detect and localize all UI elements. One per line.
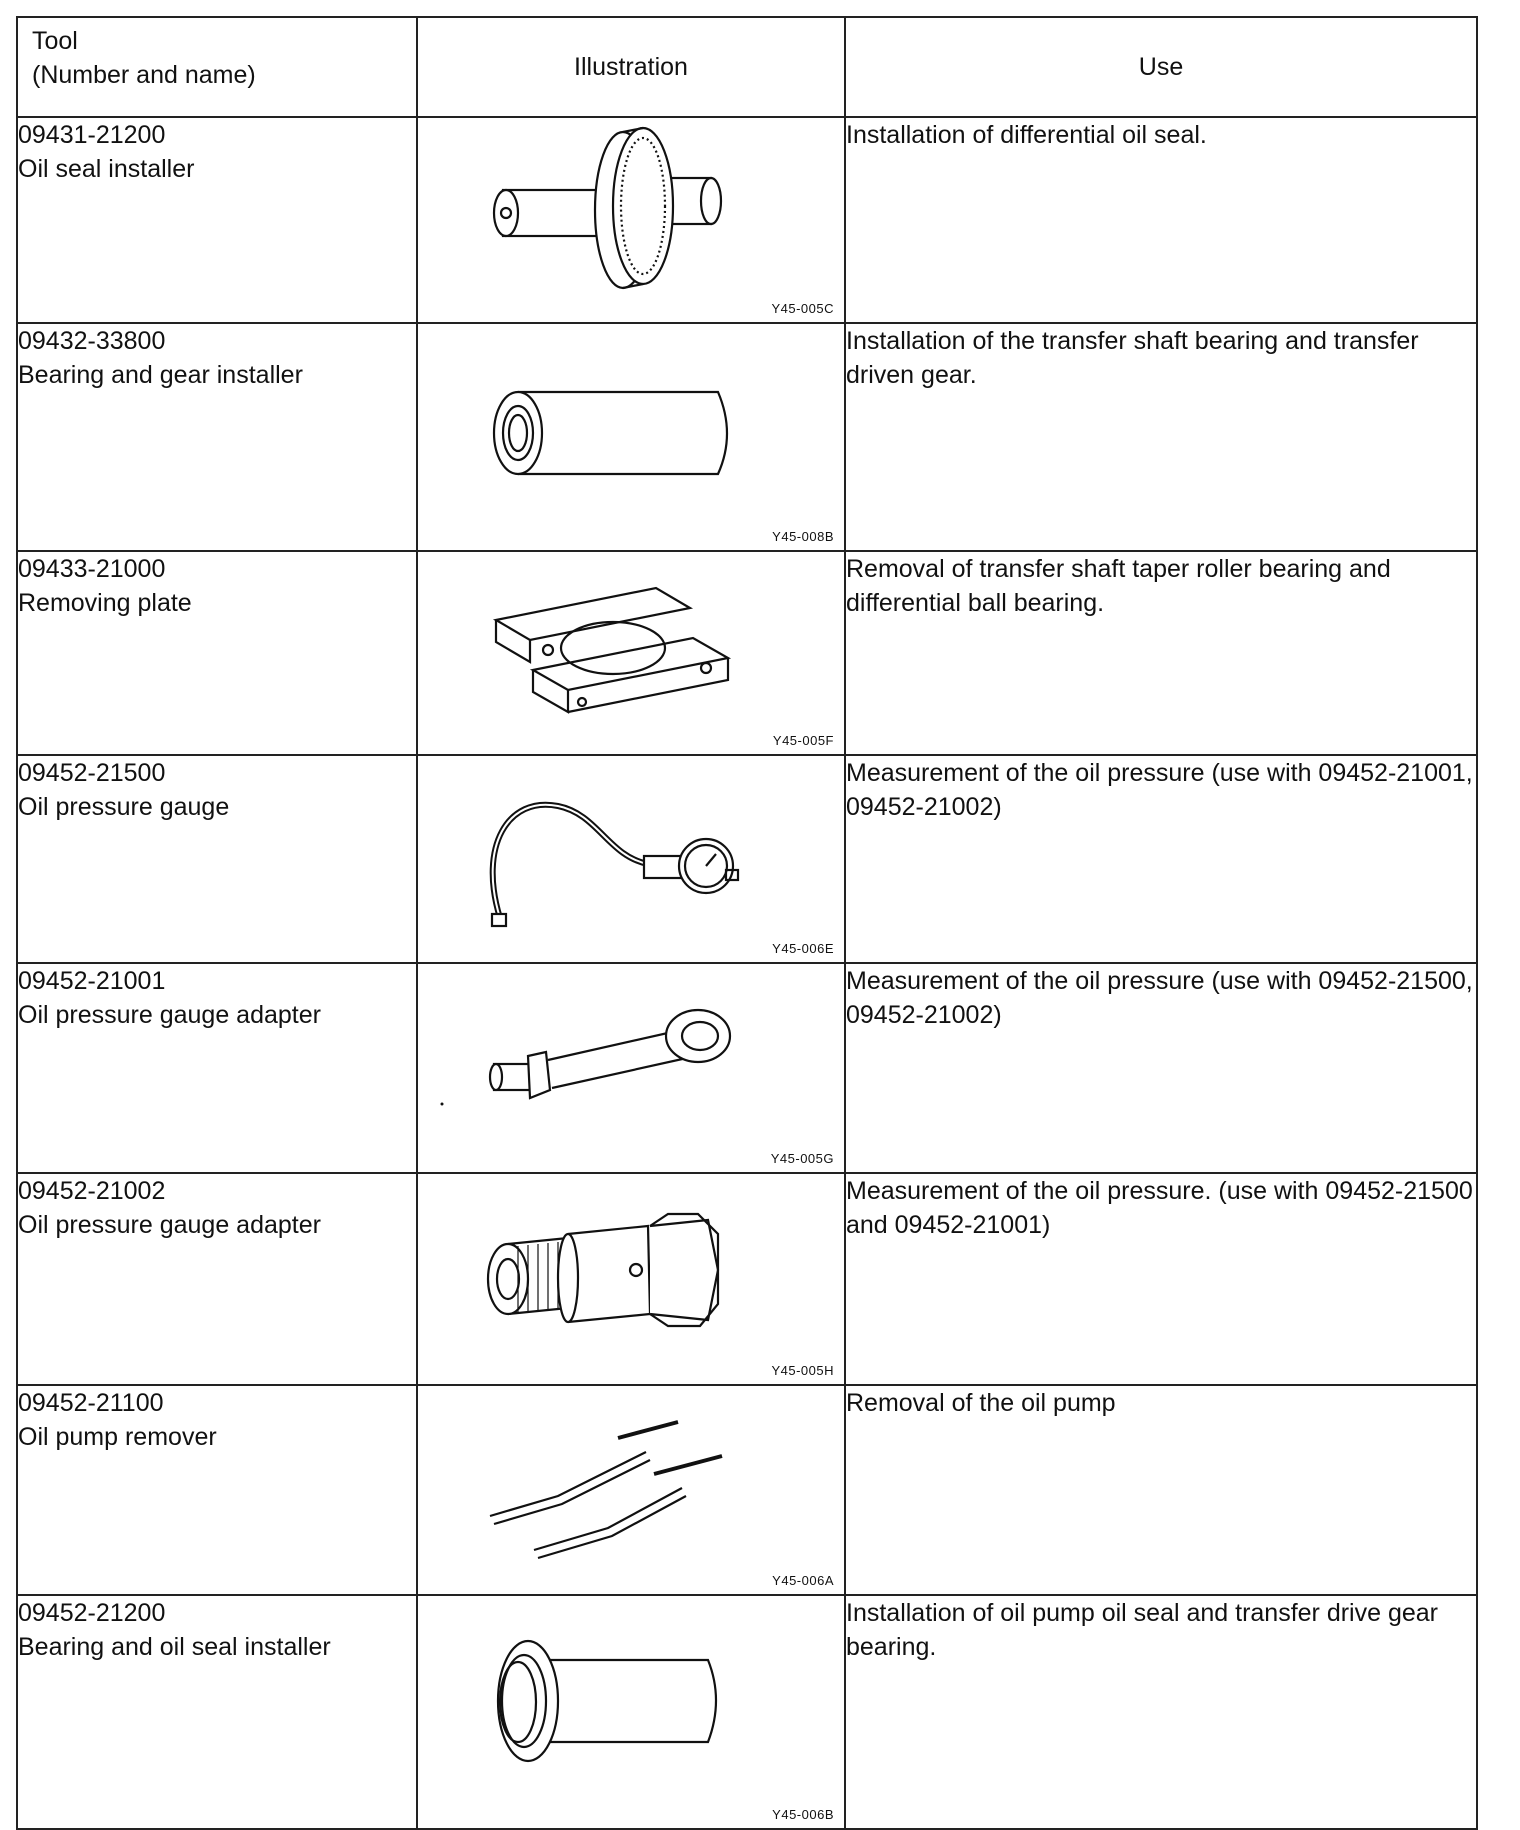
tool-name: Oil pressure gauge: [18, 793, 230, 821]
tool-number: 09452-21100: [18, 1389, 164, 1417]
table-row: [17, 1385, 1477, 1595]
tool-cell: [17, 755, 417, 963]
tool-number: 09452-21002: [18, 1177, 166, 1205]
tool-cell: [17, 1173, 417, 1385]
tool-cell: [17, 117, 417, 323]
table-row: [17, 323, 1477, 551]
use-cell: Removal of the oil pump: [845, 1385, 1477, 1595]
tool-name: Removing plate: [18, 589, 192, 617]
tool-number: 09452-21200: [18, 1599, 166, 1627]
tool-name: Oil pressure gauge adapter: [18, 1211, 321, 1239]
tool-name: Oil seal installer: [18, 155, 195, 183]
illustration-cell: [417, 1173, 845, 1385]
tool-name: Oil pump remover: [18, 1423, 217, 1451]
illustration-cell: [417, 755, 845, 963]
gauge-adapter-fitting-icon: [418, 1174, 846, 1386]
tool-number: 09452-21500: [18, 759, 166, 787]
figure-code: Y45-006B: [772, 1807, 834, 1822]
tool-number: 09431-21200: [18, 121, 166, 149]
figure-code: Y45-005H: [771, 1363, 834, 1378]
tool-number: 09433-21000: [18, 555, 166, 583]
illustration-cell: [417, 117, 845, 323]
oil-seal-installer-icon: [418, 118, 846, 324]
bearing-gear-installer-icon: [418, 324, 846, 552]
table-row: [17, 755, 1477, 963]
figure-code: Y45-008B: [772, 529, 834, 544]
use-cell: Measurement of the oil pressure. (use with 09452-21500 and 09452-21001): [845, 1173, 1477, 1385]
table-row: [17, 963, 1477, 1173]
special-tools-table: [16, 16, 1478, 1830]
tool-name: Bearing and gear installer: [18, 361, 303, 389]
header-tool-line2: (Number and name): [32, 61, 256, 89]
gauge-adapter-banjo-icon: [418, 964, 846, 1174]
illustration-cell: [417, 1595, 845, 1829]
table-row: [17, 1595, 1477, 1829]
use-cell: Measurement of the oil pressure (use with 09452-21001, 09452-21002): [845, 755, 1477, 963]
oil-pump-remover-icon: [418, 1386, 846, 1596]
use-cell: Installation of the transfer shaft bearing and transfer driven gear.: [845, 323, 1477, 551]
table-header-row: [17, 17, 1477, 117]
figure-code: Y45-005F: [772, 733, 834, 748]
table-row: [17, 1173, 1477, 1385]
tool-cell: [17, 1385, 417, 1595]
tool-cell: [17, 963, 417, 1173]
figure-code: Y45-006A: [772, 1573, 834, 1588]
header-use: Use: [845, 17, 1477, 117]
removing-plate-icon: [418, 552, 846, 756]
use-cell: Installation of oil pump oil seal and transfer drive gear bearing.: [845, 1595, 1477, 1829]
header-illustration: Illustration: [417, 17, 845, 117]
figure-code: Y45-005G: [770, 1151, 834, 1166]
figure-code: Y45-005C: [771, 301, 834, 316]
illustration-cell: [417, 963, 845, 1173]
table-row: [17, 551, 1477, 755]
use-cell: Removal of transfer shaft taper roller bearing and differential ball bearing.: [845, 551, 1477, 755]
use-cell: Installation of differential oil seal.: [845, 117, 1477, 323]
illustration-cell: [417, 551, 845, 755]
illustration-cell: [417, 1385, 845, 1595]
tool-cell: [17, 1595, 417, 1829]
tool-cell: [17, 323, 417, 551]
tool-cell: [17, 551, 417, 755]
use-cell: Measurement of the oil pressure (use with 09452-21500, 09452-21002): [845, 963, 1477, 1173]
bearing-oil-seal-installer-icon: [418, 1596, 846, 1830]
table-row: [17, 117, 1477, 323]
header-tool: [17, 17, 417, 117]
tool-number: 09432-33800: [18, 327, 166, 355]
illustration-cell: [417, 323, 845, 551]
oil-pressure-gauge-icon: [418, 756, 846, 964]
tool-name: Bearing and oil seal installer: [18, 1633, 331, 1661]
figure-code: Y45-006E: [772, 941, 834, 956]
tool-name: Oil pressure gauge adapter: [18, 1001, 321, 1029]
header-tool-line1: Tool: [32, 27, 78, 55]
tool-number: 09452-21001: [18, 967, 166, 995]
